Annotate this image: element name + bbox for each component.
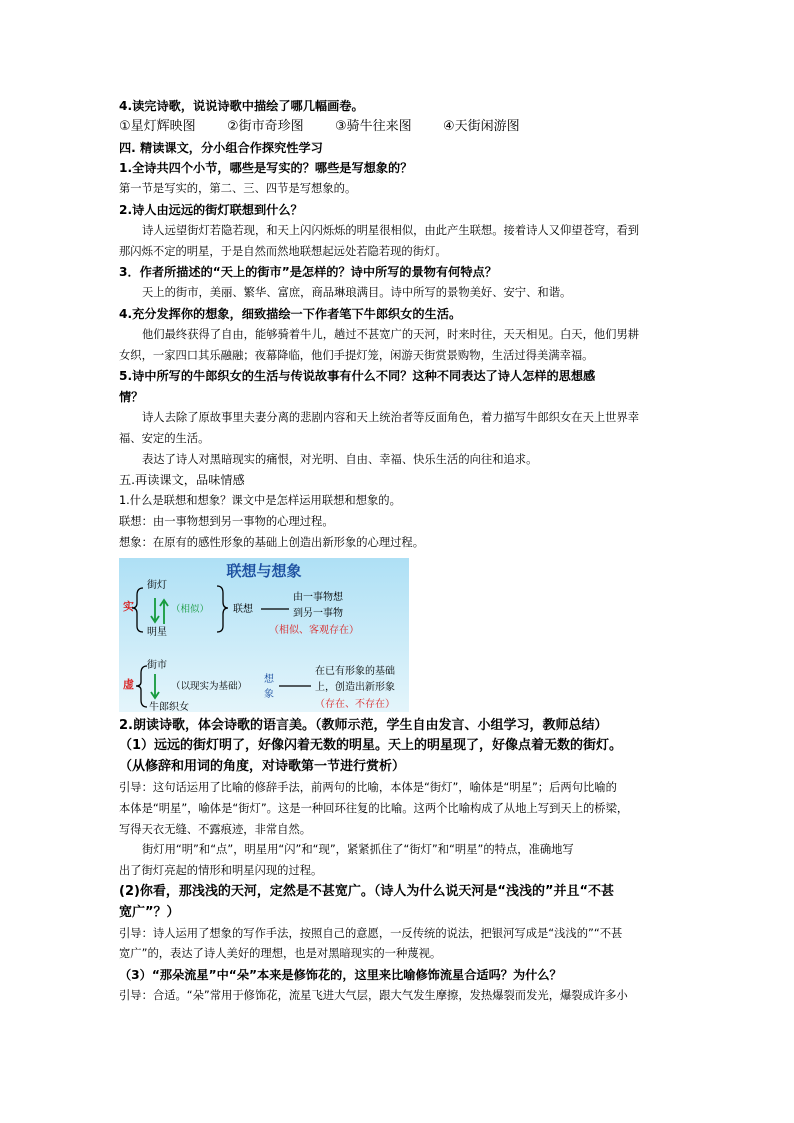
diagram-svg — [119, 558, 409, 712]
definition-association: 联想：由一事物想到另一事物的心理过程。 — [119, 514, 334, 528]
label-xiang: 想 — [264, 673, 274, 685]
question-6: 1.什么是联想和想象？课文中是怎样运用联想和想象的。 — [119, 494, 401, 508]
question-3: 3．作者所描述的“天上的街市”是怎样的？诗中所写的景物有何特点？ — [119, 265, 497, 280]
association-imagination-diagram — [119, 558, 409, 712]
answer-4-line-2: 女织，一家四口其乐融融；夜幕降临，他们手提灯笼，闲游天街赏景购物，生活过得美满幸福。 — [119, 348, 594, 362]
question-7: 2.朗读诗歌，体会诗歌的语言美。（教师示范，学生自由发言、小组学习，教师总结） — [119, 717, 608, 733]
guide-3-line-1: 引导：合适。“朵”常用于修饰花，流星飞进大气层，跟大气发生摩擦，发热爆裂而发光，爆裂成许多小 — [119, 988, 628, 1002]
label-xiangsi: （相似） — [171, 603, 210, 615]
diagram-title: 联想与想象 — [226, 561, 302, 580]
desc-1-line-2: 到另一事物 — [293, 607, 343, 619]
answer-2-line-1: 诗人远望街灯若隐若现，和天上闪闪烁烁的明星很相似，由此产生联想。接着诗人又仰望苍穹，看到 — [142, 223, 640, 237]
poem-line-2-cont: 宽广”？） — [119, 904, 180, 920]
label-xu: 虚 — [123, 677, 134, 691]
answer-5-line-1: 诗人去除了原故事里夫妻分离的悲剧内容和天上统治者等反面角色，着力描写牛郎织女在天上世界幸 — [142, 410, 640, 424]
label-xiang-2: 象 — [264, 688, 274, 700]
question-2: 2.诗人由远远的街灯联想到什么？ — [119, 202, 303, 217]
desc-2-line-2: 上，创造出新形象 — [315, 681, 395, 693]
guide-2-line-2: 宽广”的，表达了诗人美好的理想，也是对黑暗现实的一种蔑视。 — [119, 947, 442, 961]
desc-1-line-1: 由一事物想 — [293, 591, 343, 603]
poem-line-1-note: （从修辞和用词的角度，对诗歌第一节进行赏析） — [119, 759, 406, 775]
label-shi: 实 — [123, 599, 134, 613]
section-4-heading: 四. 精读课文，分小组合作探究性学习 — [119, 140, 323, 155]
answer-5-line-3: 表达了诗人对黑暗现实的痛恨，对光明、自由、幸福、快乐生活的向往和追求。 — [142, 452, 538, 466]
tag-2: （存在、不存在） — [315, 698, 395, 710]
definition-imagination: 想象：在原有的感性形象的基础上创造出新形象的心理过程。 — [119, 535, 425, 549]
answer-2-line-2: 那闪烁不定的明星，于是自然而然地联想起远处若隐若现的街灯。 — [119, 244, 447, 258]
tag-1: （相似、客观存在） — [269, 624, 359, 636]
document-page — [119, 96, 684, 1007]
poem-line-3: （3）“那朵流星”中“朵”本来是修饰花的，这里来比喻修饰流星合适吗？为什么？ — [119, 968, 562, 983]
guide-1-line-5: 出了街灯亮起的情形和明星闪现的过程。 — [119, 864, 323, 878]
options-row — [119, 117, 684, 138]
guide-1-line-2: 本体是“明星”，喻体是“街灯”。这是一种回环往复的比喻。这两个比喻构成了从地上写到天上的桥梁， — [119, 801, 629, 815]
guide-2-line-1: 引导：诗人运用了想象的写作手法，按照自己的意愿，一反传统的说法，把银河写成是“浅浅的”“不甚 — [119, 926, 623, 940]
answer-5-line-2: 福、安定的生活。 — [119, 431, 210, 445]
answer-4-line-1: 他们最终获得了自由，能够骑着牛儿，趟过不甚宽广的天河，时来时往，天天相见。白天，他们男耕 — [142, 327, 640, 341]
poem-line-1: （1）远远的街灯明了，好像闪着无数的明星。天上的明星现了，好像点着无数的街灯。 — [119, 738, 623, 754]
label-jichu: （以现实为基础） — [171, 680, 248, 692]
option-4: ④天街闲游图 — [443, 118, 520, 134]
label-jiedeng: 街灯 — [147, 579, 167, 591]
label-jieshi: 街市 — [147, 659, 167, 671]
section-5-heading: 五.再读课文，品味情感 — [119, 473, 245, 488]
question-5-line-1: 5.诗中所写的牛郎织女的生活与传说故事有什么不同？这种不同表达了诗人怎样的思想感 — [119, 369, 596, 384]
option-1: ①星灯辉映图 — [119, 118, 196, 134]
desc-2-line-1: 在已有形象的基础 — [315, 665, 395, 677]
guide-1-line-1: 引导：这句话运用了比喻的修辞手法，前两句的比喻，本体是“街灯”，喻体是“明星”；后两句比喻的 — [119, 780, 617, 794]
label-lianxiang: 联想 — [233, 603, 253, 615]
label-niulang: 牛郎织女 — [149, 701, 189, 712]
poem-line-2: (2)你看，那浅浅的天河，定然是不甚宽广。（诗人为什么说天河是“浅浅的”并且“不甚 — [119, 883, 615, 899]
question-1: 1.全诗共四个小节，哪些是写实的？哪些是写想象的？ — [119, 161, 413, 176]
question-4b: 4.充分发挥你的想象，细致描绘一下作者笔下牛郎织女的生活。 — [119, 306, 462, 321]
option-3: ③骑牛往来图 — [335, 118, 412, 134]
answer-1: 第一节是写实的，第二、三、四节是写想象的。 — [119, 182, 357, 196]
guide-1-line-4: 街灯用“明”和“点”，明星用“闪”和“现”，紧紧抓住了“街灯”和“明星”的特点，准确地写 — [142, 843, 574, 857]
question-4: 4.读完诗歌，说说诗歌中描绘了哪几幅画卷。 — [119, 99, 364, 113]
answer-3: 天上的街市，美丽、繁华、富庶，商品琳琅满目。诗中所写的景物美好、安宁、和谐。 — [142, 286, 572, 300]
label-mingxing: 明星 — [147, 626, 167, 638]
question-5-line-2: 情？ — [119, 390, 144, 405]
option-2: ②街市奇珍图 — [227, 118, 304, 134]
guide-1-line-3: 写得天衣无缝、不露痕迹，非常自然。 — [119, 822, 312, 836]
